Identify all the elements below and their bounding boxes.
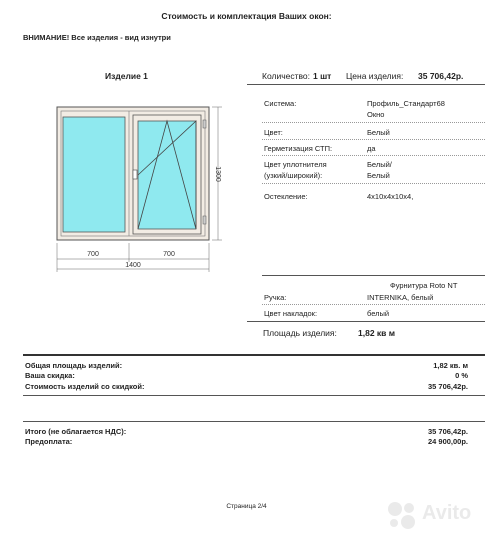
- page-number: Страница 2/4: [226, 503, 267, 510]
- spec-glazing-value: 4х10х4х10х4,: [367, 192, 414, 201]
- window-handle: [133, 170, 137, 179]
- total-area-label: Общая площадь изделий:: [25, 361, 123, 370]
- spec-gasket-value-2: Белый: [367, 171, 390, 180]
- spec-gasket-label-2: (узкий/широкий):: [264, 171, 323, 180]
- price-label: Цена изделия:: [346, 71, 404, 81]
- spec-gasket-value: Белый/: [367, 160, 392, 169]
- handle-value: INTERNIKA, белый: [367, 293, 434, 302]
- opening-indicator: [138, 121, 196, 229]
- product-header-rule: [247, 84, 485, 85]
- spec-color-label: Цвет:: [264, 128, 283, 137]
- discount-label: Ваша скидка:: [25, 371, 75, 380]
- prepayment-value: 24 900,00р.: [427, 437, 468, 446]
- window-frame: [57, 107, 209, 240]
- area-value: 1,82 кв м: [358, 328, 396, 338]
- spec-color-value: Белый: [367, 128, 390, 137]
- overlay-color-label: Цвет накладок:: [264, 309, 318, 318]
- dim-left: 700: [87, 251, 99, 258]
- glass-right: [138, 121, 196, 229]
- spec-system-label: Система:: [264, 99, 297, 108]
- product-name: Изделие 1: [105, 71, 148, 81]
- quantity-label: Количество:: [262, 71, 311, 81]
- spec-system-value-2: Окно: [367, 110, 385, 119]
- hardware-title: Фурнитура Roto NT: [390, 281, 458, 290]
- avito-logo: [386, 498, 486, 532]
- dim-right: 700: [163, 251, 175, 258]
- spec-glazing-label: Остекление:: [264, 192, 308, 201]
- glass-left: [63, 117, 125, 232]
- prepayment-label: Предоплата:: [25, 437, 73, 446]
- spec-gasket-label: Цвет уплотнителя: [264, 160, 327, 169]
- price-value: 35 706,42р.: [418, 71, 464, 81]
- spec-sealing-value: да: [367, 144, 376, 153]
- dim-total: 1400: [125, 262, 141, 269]
- total-area-value: 1,82 кв. м: [433, 361, 468, 370]
- spec-system-value: Профиль_Стандарт68: [367, 99, 445, 108]
- page-title: Стоимость и комплектация Ваших окон:: [161, 11, 332, 21]
- discounted-cost-value: 35 706,42р.: [427, 382, 468, 391]
- dim-height: 1300: [214, 166, 221, 182]
- quantity-value: 1 шт: [313, 71, 332, 81]
- total-label: Итого (не облагается НДС):: [25, 427, 127, 436]
- spec-sealing-label: Герметизация СТП:: [264, 144, 333, 153]
- discounted-cost-label: Стоимость изделий со скидкой:: [25, 382, 145, 391]
- total-value: 35 706,42р.: [427, 427, 468, 436]
- sash-right: [133, 115, 201, 234]
- discount-value: 0 %: [455, 371, 468, 380]
- handle-label: Ручка:: [264, 293, 287, 302]
- view-notice: ВНИМАНИЕ! Все изделия - вид изнутри: [23, 33, 171, 42]
- avito-wordmark: Avito: [422, 502, 472, 524]
- overlay-color-value: белый: [367, 309, 390, 318]
- area-label: Площадь изделия:: [263, 328, 337, 338]
